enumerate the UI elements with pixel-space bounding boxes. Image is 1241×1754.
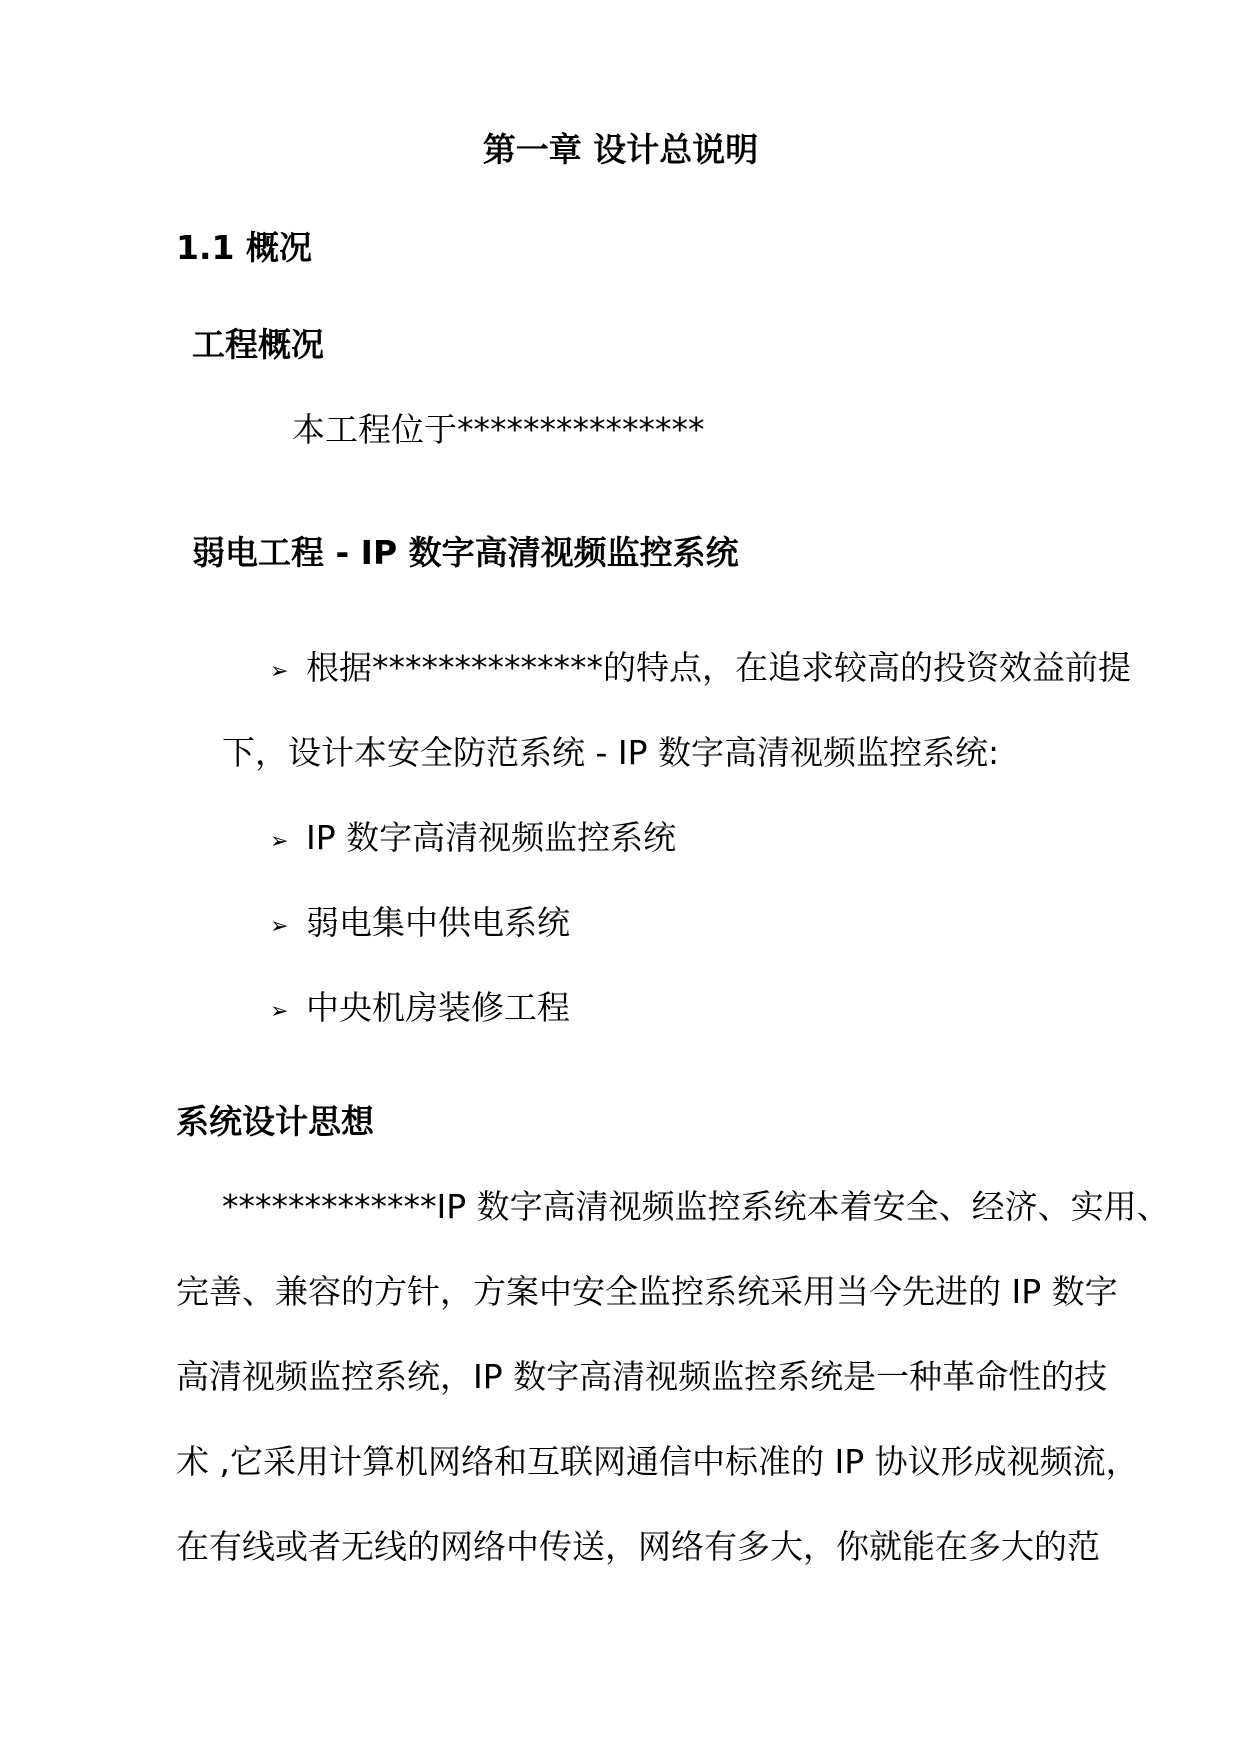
bullet-arrow-icon: ➢ bbox=[270, 999, 289, 1024]
subsection-heading-design-idea: 系统设计思想 bbox=[176, 1102, 374, 1141]
chapter-title: 第一章 设计总说明 bbox=[482, 130, 759, 169]
paragraph-line: 完善、兼容的方针，方案中安全监控系统采用当今先进的 IP 数字 bbox=[176, 1272, 1118, 1311]
intro-line-2: 下，设计本安全防范系统 - IP 数字高清视频监控系统: bbox=[222, 733, 1000, 772]
bullet-arrow-icon: ➢ bbox=[270, 829, 289, 854]
paragraph-line: *************IP 数字高清视频监控系统本着安全、经济、实用、 bbox=[222, 1187, 1170, 1226]
list-item-power-supply: 弱电集中供电系统 bbox=[306, 903, 570, 942]
paragraph-line: 高清视频监控系统，IP 数字高清视频监控系统是一种革命性的技 bbox=[176, 1357, 1108, 1396]
subsection-heading-weak-current: 弱电工程 - IP 数字高清视频监控系统 bbox=[192, 533, 739, 572]
bullet-arrow-icon: ➢ bbox=[270, 914, 289, 939]
list-item-ip-video: IP 数字高清视频监控系统 bbox=[306, 818, 677, 857]
paragraph-line: 术 ,它采用计算机网络和互联网通信中标准的 IP 协议形成视频流， bbox=[176, 1442, 1139, 1481]
section-heading-overview: 1.1 概况 bbox=[176, 228, 312, 267]
bullet-arrow-icon: ➢ bbox=[270, 659, 289, 684]
list-item-machine-room: 中央机房装修工程 bbox=[306, 988, 570, 1027]
paragraph-line: 在有线或者无线的网络中传送，网络有多大，你就能在多大的范 bbox=[176, 1527, 1100, 1566]
subsection-heading-project-overview: 工程概况 bbox=[192, 325, 324, 364]
project-location-text: 本工程位于*************** bbox=[292, 410, 705, 449]
intro-line-1: 根据**************的特点，在追求较高的投资效益前提 bbox=[306, 648, 1131, 687]
